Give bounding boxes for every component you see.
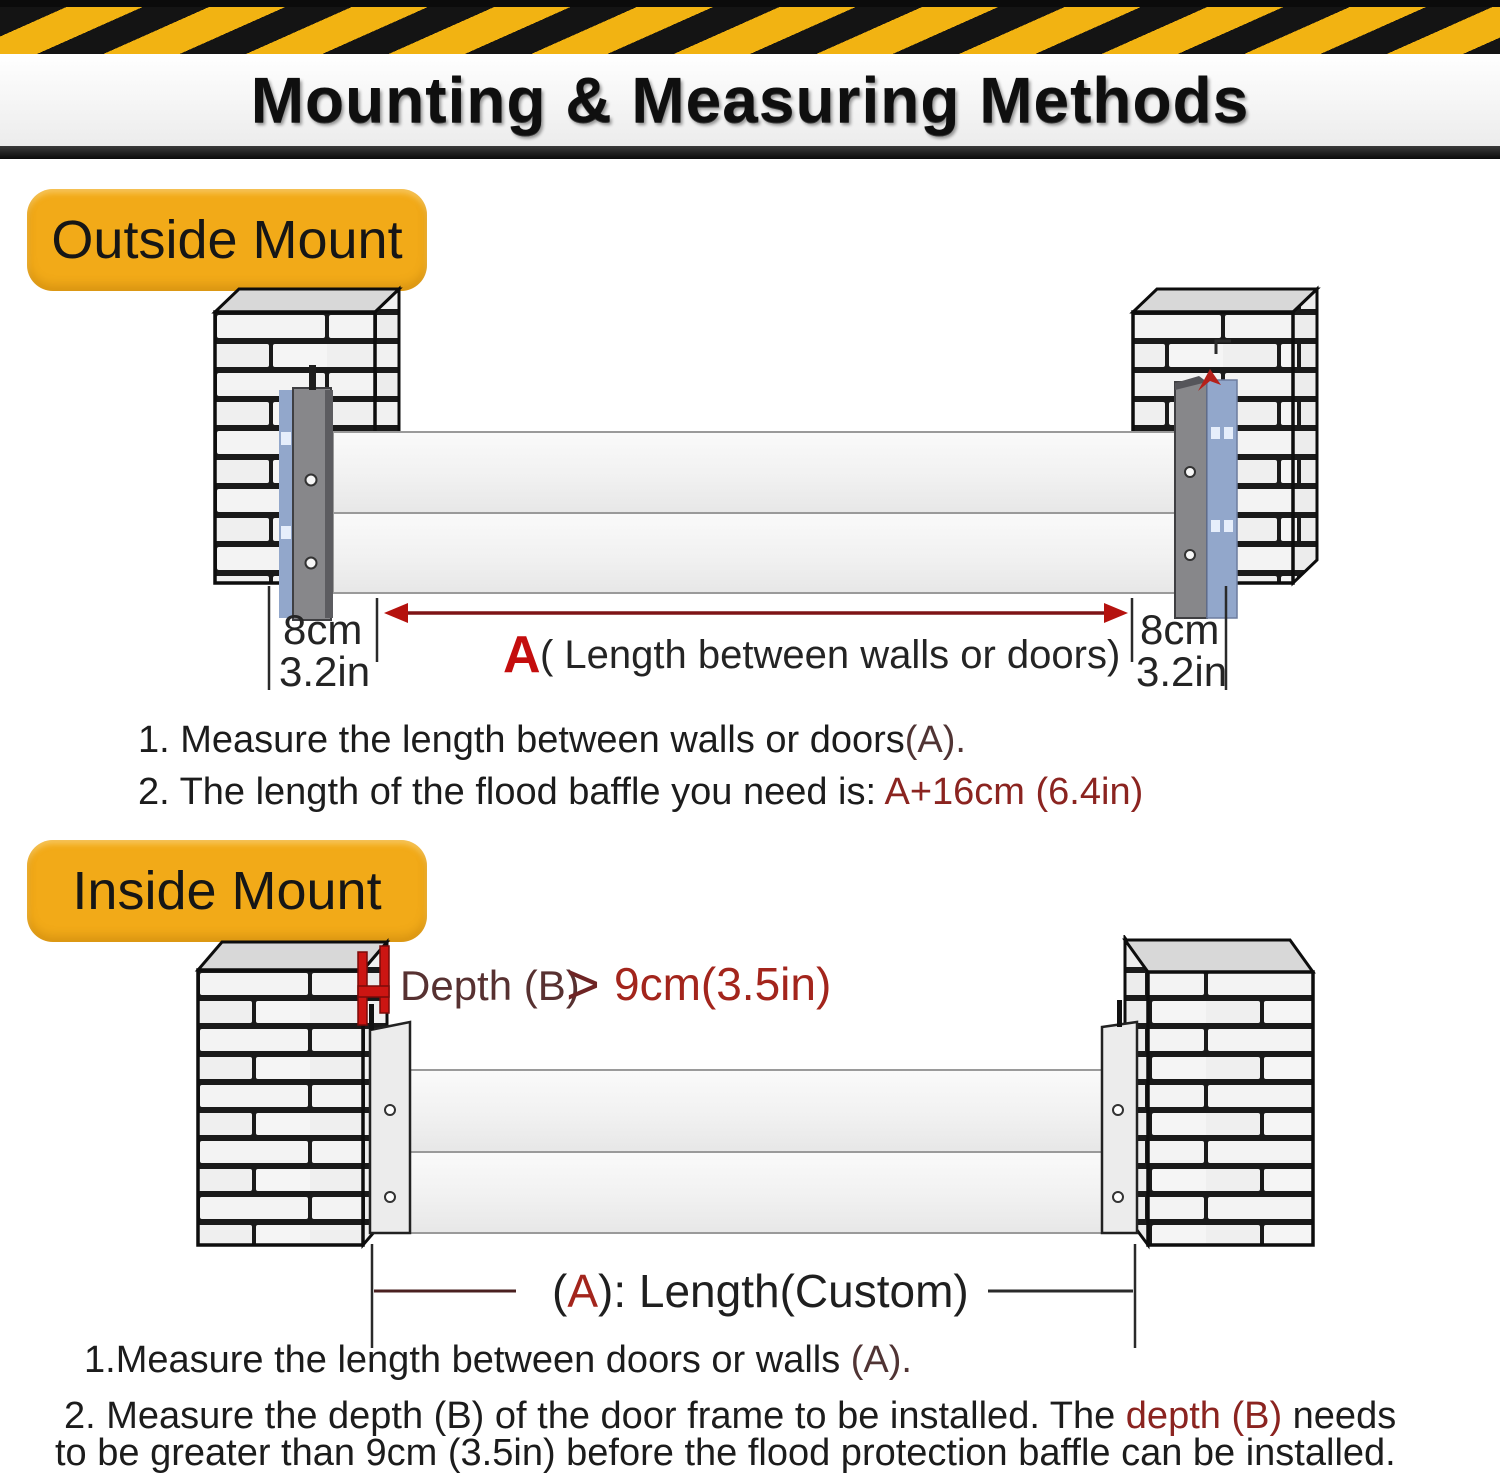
outside-step-1: 1. Measure the length between walls or doors(A). — [138, 719, 966, 761]
screw-hole — [1113, 1105, 1123, 1115]
length-a-label: ( Length between walls or doors) — [540, 633, 1121, 677]
right-anchor-pin — [1117, 1000, 1122, 1027]
right-bracket — [1175, 382, 1207, 618]
outside-measurement — [269, 586, 1227, 695]
outside-mount-badge — [27, 189, 427, 291]
measure-arrow — [384, 603, 1128, 623]
left-gasket-strip — [279, 390, 293, 618]
inside-step-1: 1.Measure the length between doors or walls (A). — [84, 1339, 912, 1381]
greater-than-sign: > — [566, 952, 600, 1017]
screw-hole — [1113, 1192, 1123, 1202]
inside-right-pillar — [1125, 938, 1313, 1245]
hazard-tape-stripes — [0, 7, 1500, 54]
left-mounting-hardware — [279, 365, 333, 620]
inside-step-2-line-2: to be greater than 9cm (3.5in) before the flood protection baffle can be installed. — [55, 1432, 1396, 1474]
title-band — [0, 54, 1500, 146]
dim-right-in: 3.2in — [1136, 648, 1228, 695]
screw-hole — [306, 558, 317, 569]
screw-hole — [385, 1192, 395, 1202]
left-anchor-pin — [309, 365, 316, 390]
length-custom-label: (A): Length(Custom) — [552, 1265, 969, 1317]
inside-mount-badge-label: Inside Mount — [72, 861, 382, 921]
flood-baffle — [333, 432, 1175, 593]
right-gasket-strip — [1207, 380, 1237, 618]
inside-mount-badge — [27, 840, 427, 942]
depth-label-group — [400, 952, 831, 1017]
page-title: Mounting & Measuring Methods — [250, 64, 1250, 136]
depth-label: Depth (B) — [400, 962, 580, 1009]
dim-right-cm: 8cm — [1140, 606, 1220, 653]
left-channel-bracket — [369, 1004, 410, 1233]
right-mounting-hardware — [1175, 369, 1237, 618]
screw-hole — [1185, 467, 1195, 477]
right-channel-bracket — [1102, 1000, 1137, 1233]
inside-mount-diagram — [0, 935, 1500, 1355]
inside-measurement — [372, 1244, 1135, 1348]
dim-left-cm: 8cm — [283, 606, 363, 653]
dim-left-in: 3.2in — [279, 648, 371, 695]
screw-hole — [1185, 550, 1195, 560]
outside-step-2: 2. The length of the flood baffle you need is: A+16cm (6.4in) — [138, 771, 1144, 813]
screw-hole — [306, 475, 317, 486]
outside-mount-diagram — [0, 280, 1500, 700]
outside-mount-badge-label: Outside Mount — [51, 210, 403, 270]
depth-value: 9cm(3.5in) — [614, 958, 832, 1010]
left-anchor-pin — [369, 1004, 374, 1030]
title-band-divider — [0, 146, 1500, 159]
screw-hole — [385, 1105, 395, 1115]
length-a-accent: A — [503, 626, 541, 684]
flood-baffle — [410, 1070, 1102, 1233]
inside-step-2-line-1: 2. Measure the depth (B) of the door frame to be installed. The depth (B) needs — [64, 1395, 1397, 1437]
